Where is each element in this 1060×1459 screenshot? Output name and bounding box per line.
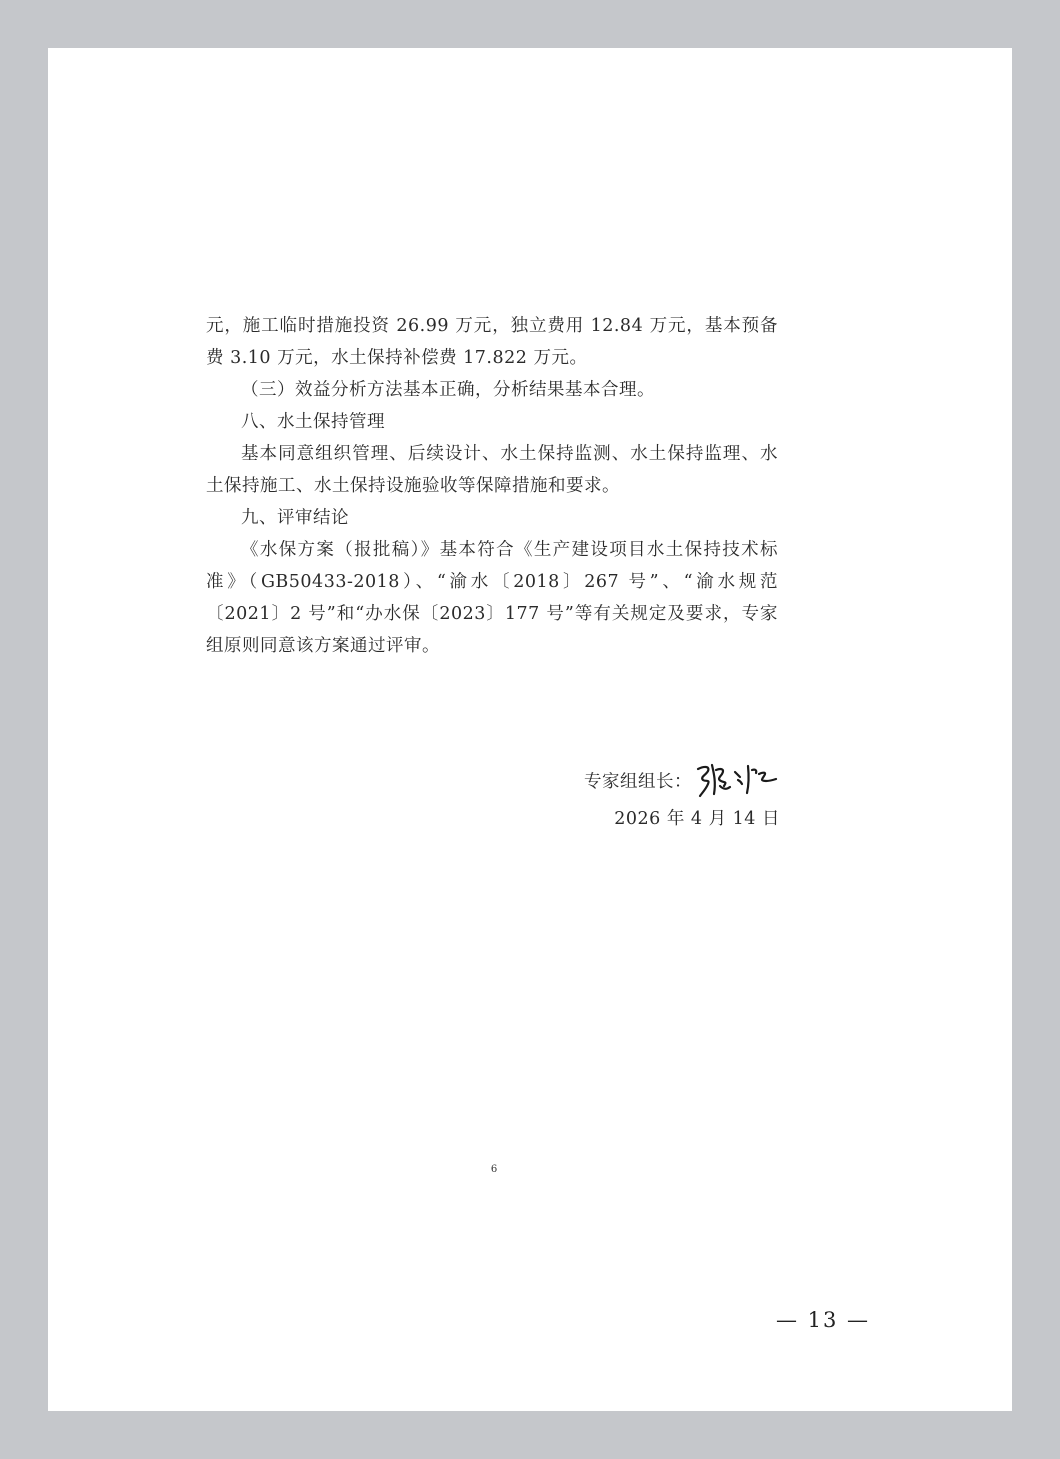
heading-section-9: 九、评审结论 xyxy=(241,508,349,528)
paragraph-benefit-analysis: （三）效益分析方法基本正确，分析结果基本合理。 xyxy=(241,380,655,400)
signature-line xyxy=(518,760,780,800)
inner-page-number: 6 xyxy=(490,1164,498,1175)
paragraph-management: 基本同意组织管理、后续设计、水土保持监测、水土保持监理、水土保持施工、水土保持设施验收等保障措施和要求。 xyxy=(206,444,778,496)
signature-block xyxy=(518,760,780,832)
paragraph-cost-summary: 元，施工临时措施投资 26.99 万元，独立费用 12.84 万元，基本预备费 3.10 万元，水土保持补偿费 17.822 万元。 xyxy=(206,316,778,368)
paragraph-conclusion: 《水保方案（报批稿）》基本符合《生产建设项目水土保持技术标准》（GB50433-2018）、“渝水〔2018〕267 号”、“渝水规范〔2021〕2 号”和“办水保〔2023〕177 号”等有关规定及要求，专家组原则同意该方案通过评审。 xyxy=(206,540,778,656)
heading-section-8: 八、水土保持管理 xyxy=(241,412,385,432)
handwritten-signature xyxy=(694,760,780,800)
document-page xyxy=(48,48,1012,1411)
signature-label: 专家组组长： xyxy=(584,771,692,792)
signature-date: 2026 年 4 月 14 日 xyxy=(614,809,780,829)
body-text xyxy=(206,310,778,662)
outer-page-number: — 13 — xyxy=(775,1308,871,1332)
